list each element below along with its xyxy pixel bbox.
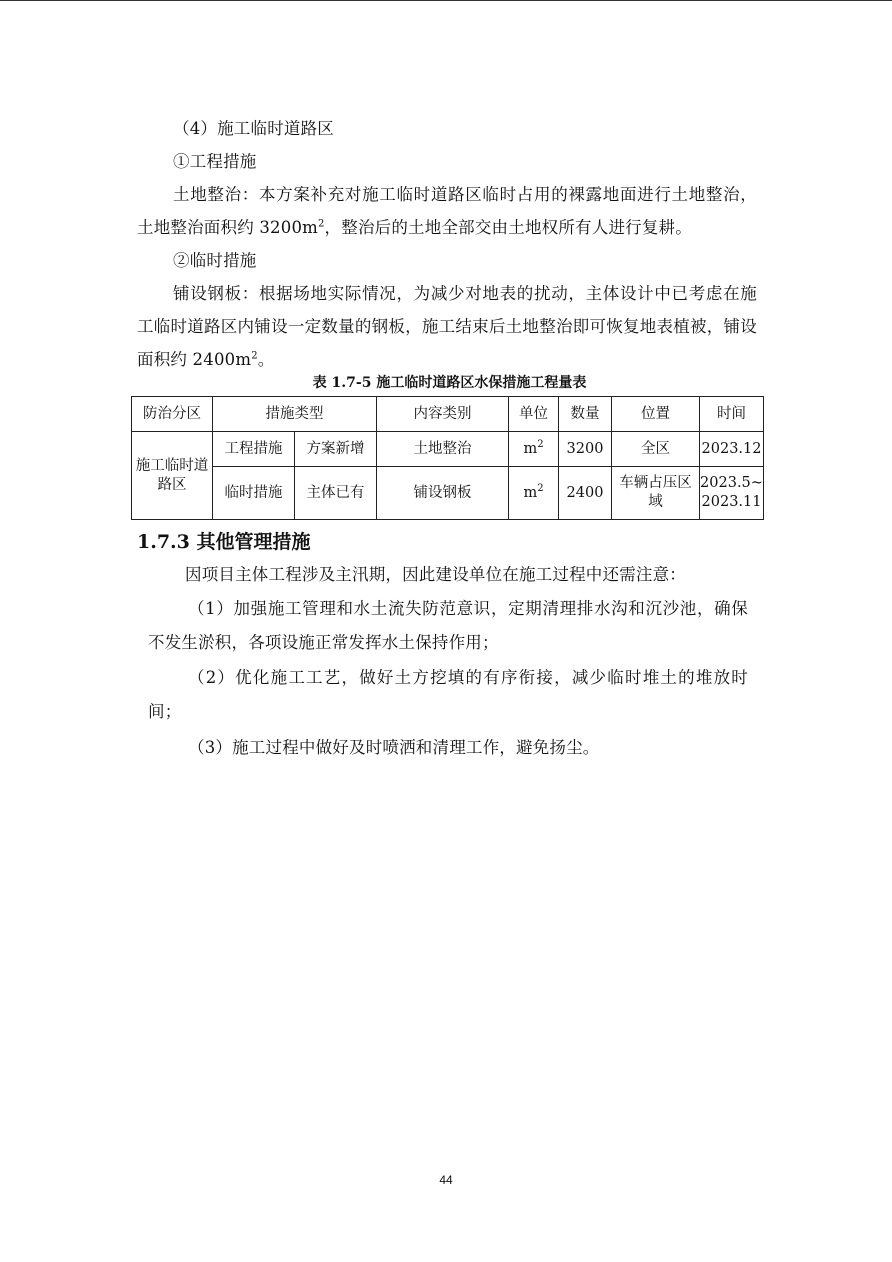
measure-type-cell: 临时措施 bbox=[213, 467, 295, 520]
section-intro: 因项目主体工程涉及主汛期，因此建设单位在施工过程中还需注意： bbox=[185, 565, 686, 584]
temporary-measures-label: ②临时措施 bbox=[173, 251, 257, 270]
header-location: 位置 bbox=[612, 397, 700, 432]
list-item: （2）优化施工工艺，做好土方挖填的有序衔接，减少临时堆土的堆放时间； bbox=[148, 668, 748, 721]
steel-plate-paragraph: 铺设钢板：根据场地实际情况，为减少对地表的扰动，主体设计中已考虑在施工临时道路区内铺设一定数量的钢板，施工结束后土地整治即可恢复地表植被，铺设面积约 $2400m^2$。 bbox=[137, 284, 757, 369]
list-item: （1）加强施工管理和水土流失防范意识，定期清理排水沟和沉沙池，确保不发生淤积，各项设施正常发挥水土保持作用； bbox=[148, 599, 748, 652]
top-border-line bbox=[0, 0, 892, 1]
header-zone: 防治分区 bbox=[132, 397, 213, 432]
page-number: 44 bbox=[439, 1173, 453, 1187]
content-cell: 铺设钢板 bbox=[377, 467, 509, 520]
section-heading: 1.7.3 其他管理措施 bbox=[137, 531, 311, 553]
unit-cell: $m^2$ bbox=[509, 467, 559, 520]
time-cell: 2023.5~2023.11 bbox=[700, 467, 764, 520]
unit-cell: $m^2$ bbox=[509, 432, 559, 467]
quantity-cell: 3200 bbox=[559, 432, 612, 467]
header-time: 时间 bbox=[700, 397, 764, 432]
header-measure-type: 措施类型 bbox=[213, 397, 377, 432]
content-cell: 土地整治 bbox=[377, 432, 509, 467]
table-row bbox=[132, 432, 764, 467]
measure-source-cell: 主体已有 bbox=[295, 467, 377, 520]
engineering-measures-label: ①工程措施 bbox=[173, 152, 257, 171]
location-cell: 车辆占压区域 bbox=[612, 467, 700, 520]
zone-cell: 施工临时道路区 bbox=[132, 432, 213, 520]
table-header-row bbox=[132, 397, 764, 432]
table-row bbox=[132, 467, 764, 520]
time-cell: 2023.12 bbox=[700, 432, 764, 467]
table-caption: 表 1.7-5 施工临时道路区水保措施工程量表 bbox=[312, 375, 587, 391]
header-quantity: 数量 bbox=[559, 397, 612, 432]
land-rectification-paragraph: 土地整治：本方案补充对施工临时道路区临时占用的裸露地面进行土地整治，土地整治面积约 $3200m^2$，整治后的土地全部交由土地权所有人进行复耕。 bbox=[137, 185, 757, 237]
header-unit: 单位 bbox=[509, 397, 559, 432]
measure-type-cell: 工程措施 bbox=[213, 432, 295, 467]
header-content: 内容类别 bbox=[377, 397, 509, 432]
measure-source-cell: 方案新增 bbox=[295, 432, 377, 467]
measures-table bbox=[131, 396, 764, 520]
list-item: （3）施工过程中做好及时喷洒和清理工作，避免扬尘。 bbox=[188, 738, 600, 757]
quantity-cell: 2400 bbox=[559, 467, 612, 520]
subsection-heading: （4）施工临时道路区 bbox=[173, 119, 334, 138]
location-cell: 全区 bbox=[612, 432, 700, 467]
